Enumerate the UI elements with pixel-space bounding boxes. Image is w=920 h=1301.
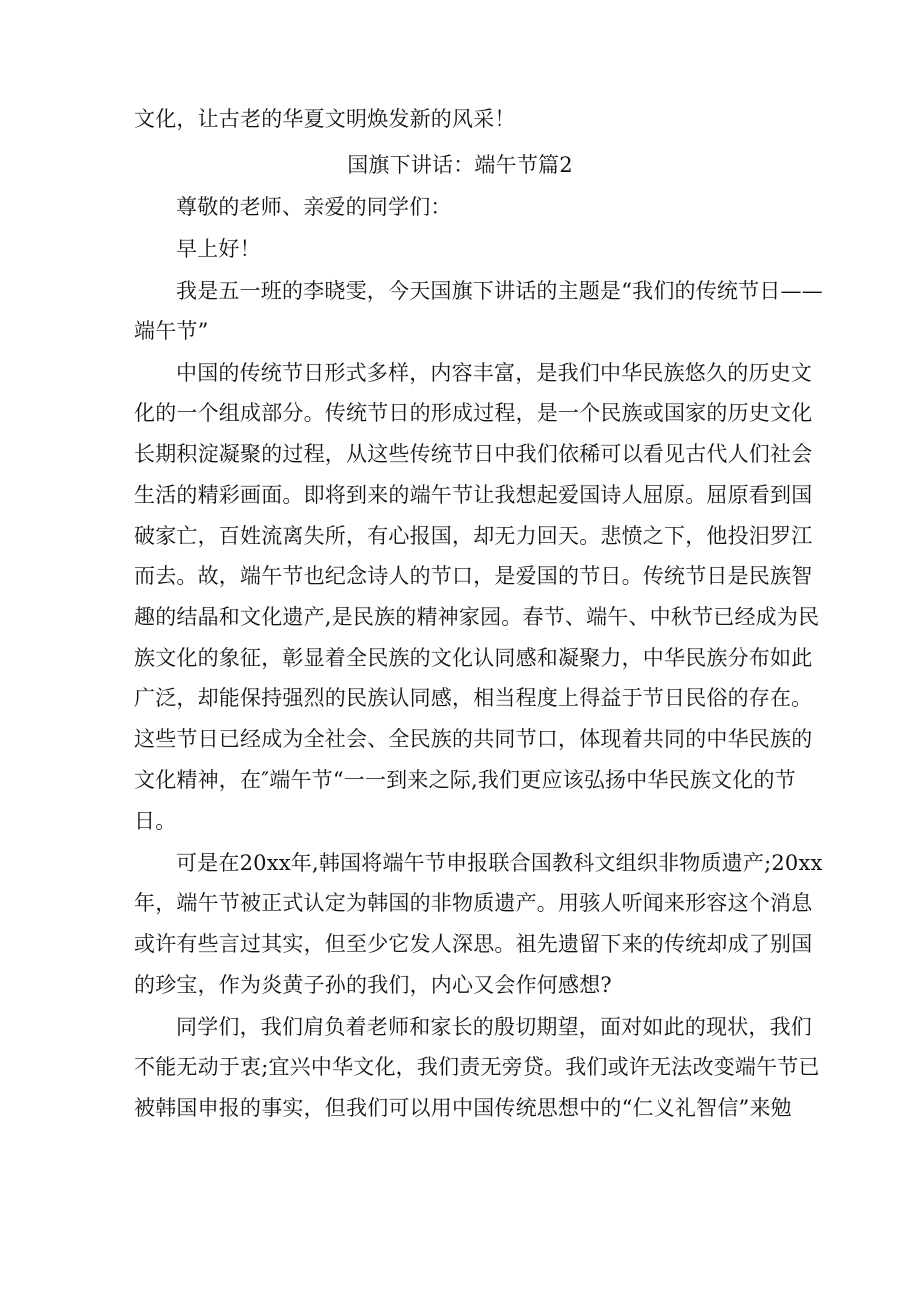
- text-line: 这些节日已经成为全社会、全民族的共同节口，体现着共同的中华民族的: [134, 727, 813, 751]
- text-line: 我是五一班的李晓雯，今天国旗下讲话的主题是“我们的传统节日——: [176, 279, 823, 303]
- text-line: 的珍宝，作为炎黄子孙的我们，内心又会作何感想?: [134, 973, 612, 997]
- text-line: 被韩国申报的事实，但我们可以用中国传统思想中的“仁义礼智信”来勉: [134, 1096, 792, 1120]
- text-line: 趣的结晶和文化遗产,是民族的精神家园。春节、端午、中秋节已经成为民: [134, 605, 820, 629]
- text-line: 或许有些言过其实，但至少它发人深思。祖先遗留下来的传统却成了别国: [134, 932, 813, 956]
- text-line: 族文化的象征，彰显着全民族的文化认同感和凝聚力，中华民族分布如此: [134, 646, 813, 670]
- text-line: 而去。故，端午节也纪念诗人的节口，是爱国的节日。传统节日是民族智: [134, 564, 813, 588]
- text-line: 文化，让古老的华夏文明焕发新的风采！: [134, 107, 516, 131]
- text-line: 化的一个组成部分。传统节日的形成过程，是一个民族或国家的历史文化: [134, 401, 813, 425]
- text-line: 中国的传统节日形式多样，内容丰富，是我们中华民族悠久的历史文: [176, 361, 812, 385]
- text-line: 端午节”: [134, 319, 209, 343]
- section-title: 国旗下讲话：端午节篇2: [347, 153, 573, 177]
- salutation: 尊敬的老师、亲爱的同学们：: [176, 195, 452, 219]
- text-line: 文化精神，在″端午节“一一到来之际,我们更应该弘扬中华民族文化的节: [134, 768, 796, 792]
- text-line: 可是在20xx年,韩国将端午节申报联合国教科文组织非物质遗产;20xx: [176, 851, 823, 875]
- text-line: 生活的精彩画面。即将到来的端午节让我想起爱国诗人屈原。屈原看到国: [134, 483, 813, 507]
- text-line: 广泛，却能保持强烈的民族认同感，相当程度上得益于节日民俗的存在。: [134, 686, 813, 710]
- text-line: 破家亡，百姓流离失所，有心报国，却无力回天。悲愤之下，他投汨罗江: [134, 524, 813, 548]
- text-line: 日。: [134, 809, 177, 833]
- text-line: 长期积淀凝聚的过程，从这些传统节日中我们依稀可以看见古代人们社会: [134, 442, 813, 466]
- text-line: 年，端午节被正式认定为韩国的非物质遗产。用骇人听闻来形容这个消息: [134, 891, 813, 915]
- greeting: 早上好！: [176, 237, 261, 261]
- text-line: 同学们，我们肩负着老师和家长的殷切期望，面对如此的现状，我们: [176, 1015, 812, 1039]
- text-line: 不能无动于衷;宜兴中华文化，我们责无旁贷。我们或许无法改变端午节已: [134, 1055, 820, 1079]
